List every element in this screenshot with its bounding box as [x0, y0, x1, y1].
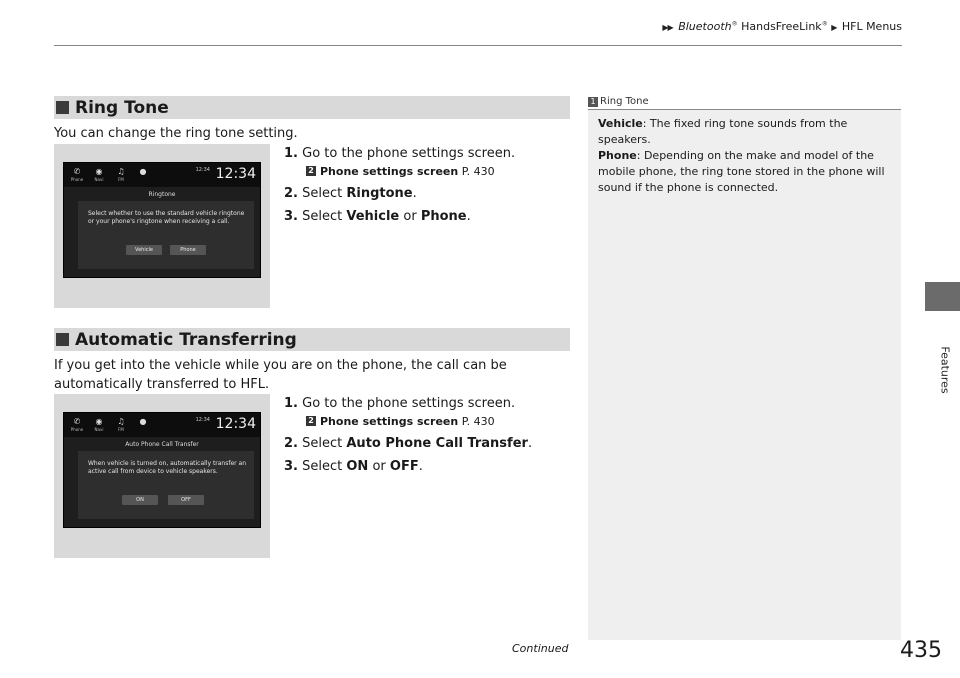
registered-mark: ®: [731, 20, 738, 28]
note-title: Ring Tone: [600, 96, 649, 107]
reference-arrow-icon: 2: [306, 166, 316, 176]
display-screen: [63, 412, 261, 528]
auto-transfer-screenshot: [54, 394, 270, 558]
step-3: 3. Select Vehicle or Phone.: [284, 209, 471, 224]
note-vehicle: Vehicle: The fixed ring tone sounds from the speakers.: [598, 117, 848, 146]
tab-phone: ✆ Phone: [68, 417, 86, 432]
continued-label: Continued: [512, 642, 569, 655]
step-2: 2. Select Auto Phone Call Transfer.: [284, 436, 533, 451]
status-mini-time: 12:34: [195, 417, 210, 423]
reference-link[interactable]: 2 Phone settings screen P. 430: [284, 413, 574, 430]
navi-icon: ◉: [95, 417, 103, 426]
auto-transfer-steps: [284, 394, 574, 476]
note-header: [588, 96, 901, 110]
auto-transfer-intro: If you get into the vehicle while you are on the phone, the call can be automatically transferred to HFL.: [54, 358, 507, 392]
clock: 12:34: [215, 416, 256, 432]
chapter-tab-label: Features: [938, 346, 952, 394]
tab-navi: ◉ Navi: [90, 417, 108, 432]
page-number: 435: [900, 638, 942, 663]
bluetooth-icon: ●: [139, 417, 147, 426]
ringtone-dialog: [78, 201, 254, 269]
bluetooth-icon: ●: [139, 167, 147, 176]
tab-fm: ♫ FM: [112, 417, 130, 432]
screen-title: Auto Phone Call Transfer: [125, 441, 199, 448]
breadcrumb: [662, 20, 902, 33]
note-body: [598, 116, 894, 196]
phone-button[interactable]: Phone: [170, 245, 206, 255]
ring-tone-intro: You can change the ring tone setting.: [54, 126, 298, 141]
breadcrumb-bluetooth: Bluetooth: [678, 20, 732, 33]
dialog-text: Select whether to use the standard vehicle ringtone or your phone's ringtone when receiving a call.: [88, 210, 245, 225]
breadcrumb-hfl-menus: HFL Menus: [841, 20, 902, 33]
fm-icon: ♫: [117, 417, 125, 426]
screen-title: Ringtone: [148, 191, 176, 198]
status-mini-time: 12:34: [195, 167, 210, 173]
on-button[interactable]: ON: [122, 495, 158, 505]
ring-tone-screenshot: [54, 144, 270, 308]
section-title: Ring Tone: [75, 97, 169, 118]
ring-tone-steps: [284, 144, 574, 226]
status-bar: [64, 413, 260, 437]
chapter-tab-marker: [925, 282, 960, 311]
transfer-dialog: [78, 451, 254, 519]
off-button[interactable]: OFF: [168, 495, 204, 505]
step-1: 1. Go to the phone settings screen.: [284, 146, 516, 161]
phone-handset-icon: ✆: [73, 417, 81, 426]
note-icon: 1: [588, 97, 598, 107]
display-screen: [63, 162, 261, 278]
registered-mark: ®: [821, 20, 828, 28]
section-square-icon: [56, 333, 69, 346]
vehicle-button[interactable]: Vehicle: [126, 245, 162, 255]
section-header-automatic-transferring: [54, 328, 570, 351]
reference-arrow-icon: 2: [306, 416, 316, 426]
status-bar: [64, 163, 260, 187]
breadcrumb-arrow-icon: ▶: [831, 23, 837, 32]
header-rule: [54, 45, 902, 46]
chapter-tab: [934, 330, 956, 410]
reference-link[interactable]: 2 Phone settings screen P. 430: [284, 163, 574, 180]
clock: 12:34: [215, 166, 256, 182]
fm-icon: ♫: [117, 167, 125, 176]
section-square-icon: [56, 101, 69, 114]
step-2: 2. Select Ringtone.: [284, 186, 417, 201]
section-title: Automatic Transferring: [75, 329, 297, 350]
dialog-text: When vehicle is turned on, automatically transfer an active call from device to vehicle speakers.: [88, 460, 247, 475]
step-3: 3. Select ON or OFF.: [284, 459, 423, 474]
breadcrumb-handsfreelink: HandsFreeLink: [741, 20, 822, 33]
note-phone: Phone: Depending on the make and model of the mobile phone, the ring tone stored in the phone will sound if the phone is connected.: [598, 149, 885, 194]
tab-phone: ✆ Phone: [68, 167, 86, 182]
tab-navi: ◉ Navi: [90, 167, 108, 182]
breadcrumb-arrow-icon: ▶▶: [662, 23, 673, 32]
section-header-ring-tone: [54, 96, 570, 119]
tab-fm: ♫ FM: [112, 167, 130, 182]
phone-handset-icon: ✆: [73, 167, 81, 176]
navi-icon: ◉: [95, 167, 103, 176]
step-1: 1. Go to the phone settings screen.: [284, 396, 516, 411]
